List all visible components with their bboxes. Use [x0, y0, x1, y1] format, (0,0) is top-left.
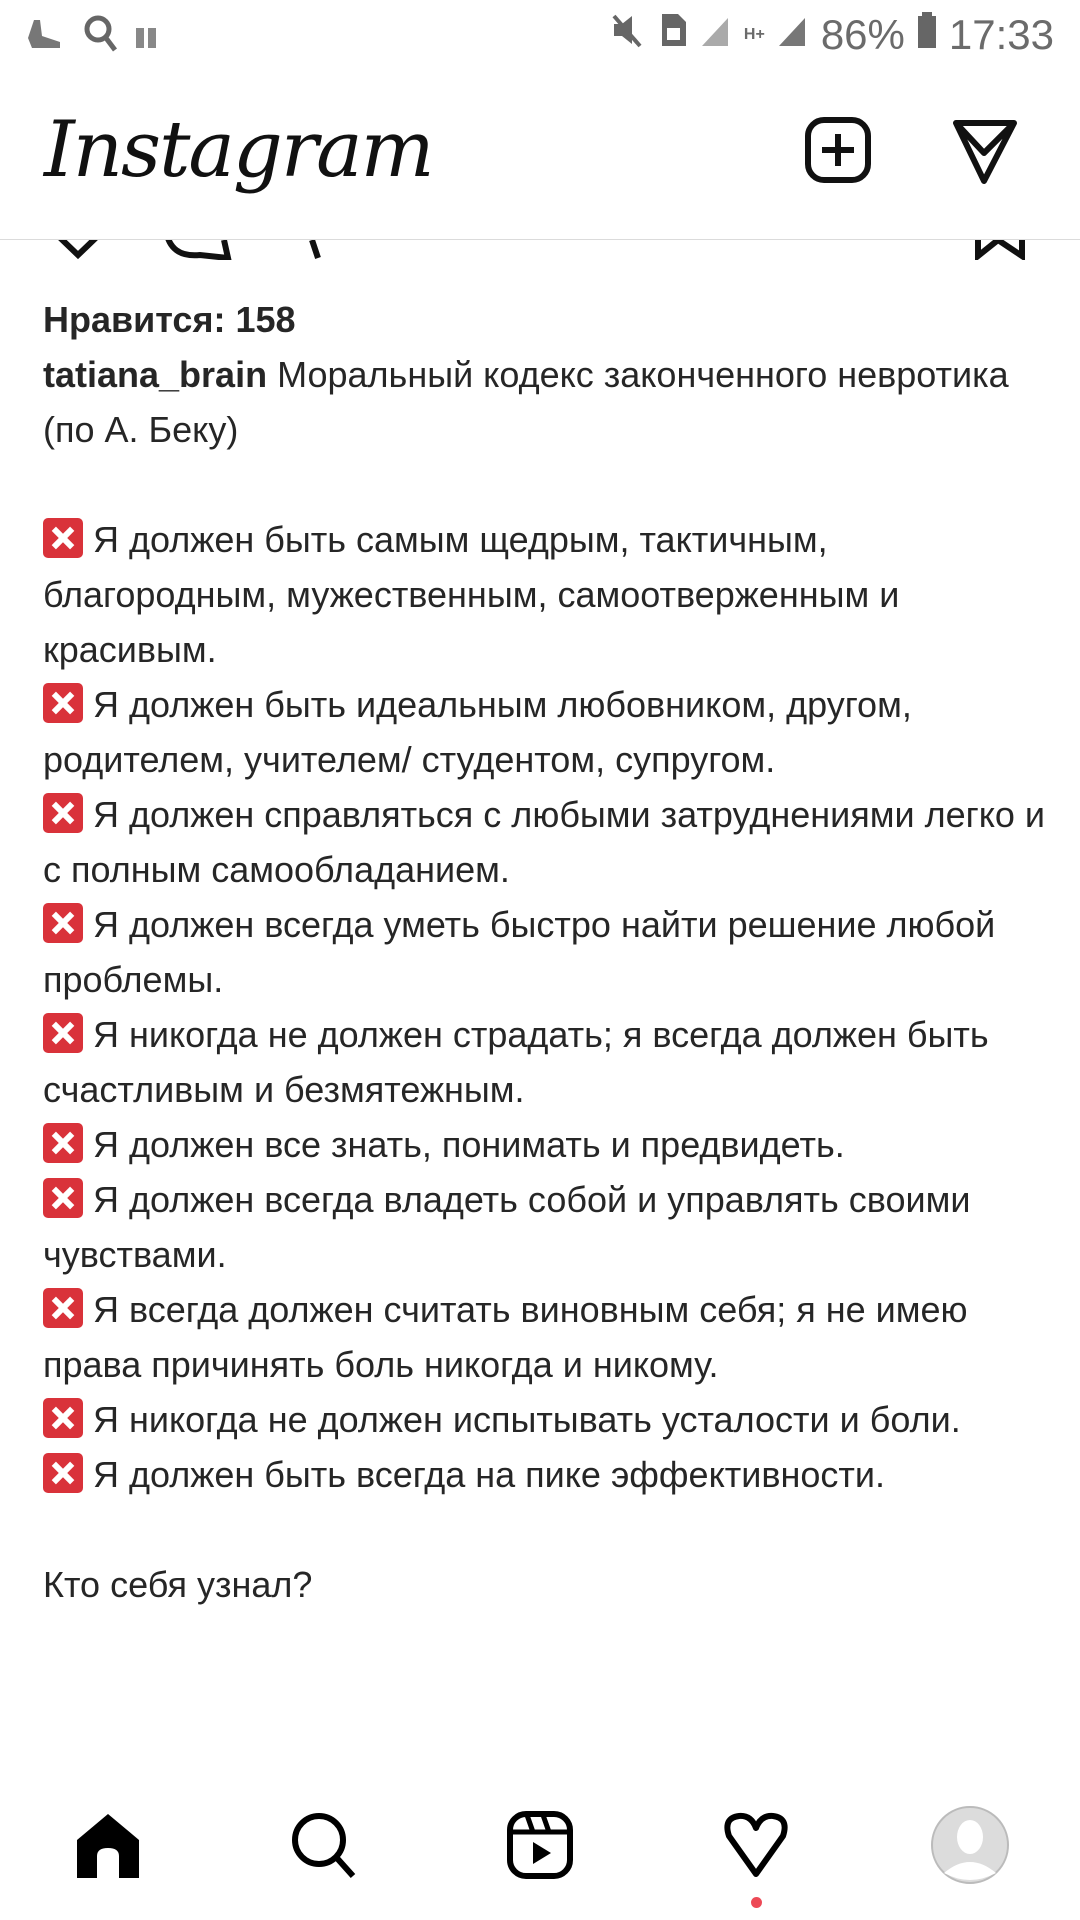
nav-profile[interactable] [930, 1805, 1010, 1885]
instagram-logo[interactable]: Instagram [44, 105, 433, 195]
cross-mark-icon [43, 1123, 83, 1163]
list-item: Я никогда не должен испытывать усталости и боли. [43, 1392, 1053, 1447]
notification-dot [751, 1897, 762, 1908]
list-item: Я никогда не должен страдать; я всегда должен быть счастливым и безмятежным. [43, 1014, 989, 1110]
likes-count[interactable]: Нравится: 158 [43, 299, 296, 340]
cross-mark-icon [43, 1453, 83, 1493]
cross-mark-icon [43, 1178, 83, 1218]
mute-icon [610, 10, 646, 60]
cross-mark-icon [43, 518, 83, 558]
pause-icon [134, 14, 160, 62]
list-item: Я должен справляться с любыми затруднениями легко и с полным самообладанием. [43, 794, 1046, 890]
nav-home[interactable] [68, 1805, 148, 1885]
post-username[interactable]: tatiana_brain [43, 354, 268, 395]
status-bar [0, 0, 1080, 75]
signal-icon-2 [777, 10, 809, 60]
signal-icon [700, 10, 732, 60]
cross-mark-icon [43, 683, 83, 723]
avatar [930, 1805, 1010, 1885]
save-icon[interactable] [978, 240, 1022, 256]
sim-icon [658, 10, 688, 60]
reels-icon [505, 1810, 575, 1880]
shoe-icon [26, 12, 68, 64]
heart-icon [721, 1810, 791, 1880]
battery-percent: 86% [820, 11, 905, 58]
list-item: Я должен быть самым щедрым, тактичным, благородным, мужественным, самоотверженным и красивым. [43, 519, 900, 670]
paper-plane-icon [950, 115, 1020, 185]
nav-reels[interactable] [500, 1805, 580, 1885]
battery-icon [917, 10, 937, 60]
share-icon[interactable] [312, 240, 318, 258]
cross-mark-icon [43, 903, 83, 943]
list-item: Я должен быть всегда на пике эффективности. [43, 1447, 1053, 1502]
search-icon [82, 12, 120, 64]
search-icon [289, 1810, 359, 1880]
cross-mark-icon [43, 793, 83, 833]
nav-activity[interactable] [716, 1805, 796, 1885]
direct-messages-button[interactable] [950, 115, 1020, 185]
list-item: Я должен все знать, понимать и предвидеть. [43, 1117, 1053, 1172]
caption-closing: Кто себя узнал? [43, 1564, 313, 1605]
list-item: Я должен всегда владеть собой и управлять своими чувствами. [43, 1179, 971, 1275]
cross-mark-icon [43, 1288, 83, 1328]
nav-search[interactable] [284, 1805, 364, 1885]
list-item: Я должен быть идеальным любовником, другом, родителем, учителем/ студентом, супругом. [43, 684, 912, 780]
post-caption [43, 292, 1053, 1612]
clock: 17:33 [948, 11, 1054, 58]
plus-square-icon [803, 115, 873, 185]
caption-intro: Моральный кодекс законченного невротика (по А. Беку) [43, 354, 1009, 450]
bottom-nav [0, 1780, 1080, 1920]
new-post-button[interactable] [803, 115, 873, 185]
app-header [0, 75, 1080, 240]
list-item: Я должен всегда уметь быстро найти решение любой проблемы. [43, 904, 996, 1000]
list-item: Я всегда должен считать виновным себя; я не имею права причинять боль никогда и никому. [43, 1289, 968, 1385]
cross-mark-icon [43, 1398, 83, 1438]
network-type: H+ [743, 26, 765, 43]
home-icon [73, 1810, 143, 1880]
cross-mark-icon [43, 1013, 83, 1053]
